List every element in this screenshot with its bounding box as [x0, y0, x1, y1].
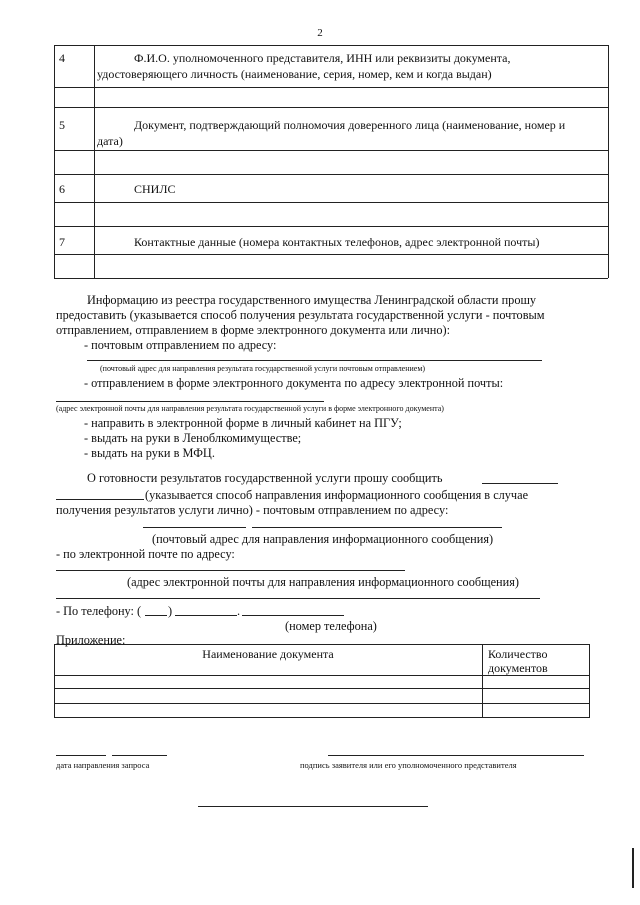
notify-email-field-line[interactable]: [56, 570, 405, 571]
info-paragraph-line: отправлением, отправлением в форме электронного документа или лично):: [56, 323, 451, 337]
table-row-number: 5: [59, 118, 65, 132]
table-row-line: [54, 254, 608, 255]
post-address-caption: (почтовый адрес для направления результата государственной услуги почтовым отправлением): [100, 364, 426, 373]
table-row-label-cont: удостоверяющего личность (наименование, серия, номер, кем и когда выдан): [97, 67, 492, 81]
option-post: - почтовым отправлением по адресу:: [84, 338, 277, 352]
notify-method-field-line-2[interactable]: [56, 499, 144, 500]
phone-extension-field[interactable]: [242, 615, 344, 616]
option-email: - отправлением в форме электронного документа по адресу электронной почты:: [84, 376, 504, 390]
notify-line: (указывается способ направления информационного сообщения в случае: [145, 488, 529, 502]
table-column-divider: [94, 45, 95, 278]
option-lenobl: - выдать на руки в Леноблкомимуществе;: [84, 431, 302, 445]
date-caption: дата направления запроса: [56, 760, 150, 770]
notify-line: О готовности результатов государственной услуги прошу сообщить: [87, 471, 443, 485]
table-row-label: СНИЛС: [134, 182, 176, 196]
table-row-line: [54, 150, 608, 151]
table-row-line: [54, 107, 608, 108]
notify-email-field-line-2[interactable]: [56, 598, 540, 599]
table-border-bottom: [54, 278, 608, 279]
notify-post-field-line-2[interactable]: [252, 527, 502, 528]
attach-col-count-header: Количество: [488, 647, 548, 661]
table-row-line: [54, 202, 608, 203]
attach-col-name-header: Наименование документа: [202, 647, 334, 661]
attach-col-count-header-cont: документов: [488, 661, 548, 675]
phone-label: - По телефону: (: [56, 604, 142, 618]
table-border-right: [608, 45, 609, 278]
notify-method-field-line[interactable]: [482, 483, 558, 484]
table-row-line: [54, 174, 608, 175]
attach-row-line: [54, 688, 590, 689]
phone-area-code-field[interactable]: [145, 615, 167, 616]
attachment-label: Приложение:: [56, 633, 126, 647]
date-field-line-2[interactable]: [112, 755, 167, 756]
table-border-top: [54, 45, 608, 46]
table-row-label: Документ, подтверждающий полномочия доверенного лица (наименование, номер и: [134, 118, 566, 132]
notify-line: получения результатов услуги лично) - почтовым отправлением по адресу:: [56, 503, 449, 517]
table-row-number: 7: [59, 235, 65, 249]
table-row-number: 6: [59, 182, 65, 196]
phone-dot: .: [237, 604, 241, 618]
date-field-line[interactable]: [56, 755, 106, 756]
scan-edge-mark: [632, 848, 634, 888]
bottom-divider: [198, 806, 428, 807]
option-mfc: - выдать на руки в МФЦ.: [84, 446, 215, 460]
post-address-field-line[interactable]: [87, 360, 542, 361]
notify-email-caption: (адрес электронной почты для направления информационного сообщения): [127, 575, 519, 589]
email-address-caption: (адрес электронной почты для направления результата государственной услуги в форме электронного документа): [56, 404, 444, 413]
email-address-field-line[interactable]: [56, 401, 324, 402]
table-row-line: [54, 226, 608, 227]
attach-row-line: [54, 703, 590, 704]
phone-number-field[interactable]: [175, 615, 237, 616]
table-row-number: 4: [59, 51, 65, 65]
table-row-label: Ф.И.О. уполномоченного представителя, ИНН или реквизиты документа,: [134, 51, 511, 65]
notify-post-caption: (почтовый адрес для направления информационного сообщения): [152, 532, 494, 546]
info-paragraph-line: предоставить (указывается способ получения результата государственной услуги - почтовым: [56, 308, 545, 322]
signature-field-line[interactable]: [328, 755, 584, 756]
attach-border-bottom: [54, 717, 590, 718]
table-row-label-cont: дата): [97, 134, 123, 148]
phone-caption: (номер телефона): [285, 619, 377, 633]
attach-border-right: [589, 644, 590, 717]
attach-column-divider: [482, 644, 483, 717]
table-row-line: [54, 87, 608, 88]
signature-caption: подпись заявителя или его уполномоченного представителя: [300, 760, 517, 770]
table-row-label: Контактные данные (номера контактных телефонов, адрес электронной почты): [134, 235, 540, 249]
option-pgu: - направить в электронной форме в личный кабинет на ПГУ;: [84, 416, 402, 430]
notify-post-field-line[interactable]: [143, 527, 246, 528]
page-number: 2: [317, 27, 323, 39]
phone-close-paren: ): [168, 604, 173, 618]
info-paragraph-line: Информацию из реестра государственного имущества Ленинградской области прошу: [87, 293, 537, 307]
attach-border-top: [54, 644, 590, 645]
notify-email-label: - по электронной почте по адресу:: [56, 547, 235, 561]
table-border-left: [54, 45, 55, 278]
